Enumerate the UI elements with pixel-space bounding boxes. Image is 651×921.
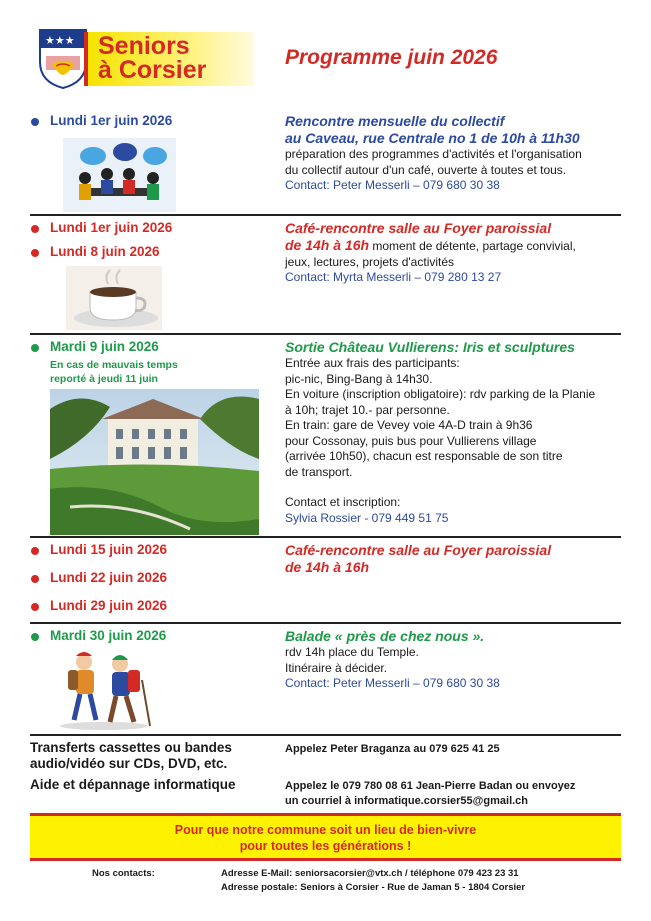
bullet-icon [31,249,39,257]
divider [30,734,621,736]
bullet-icon [31,603,39,611]
event-5-date: Mardi 30 juin 2026 [50,628,166,643]
event-3-details [285,339,625,526]
divider [30,622,621,624]
event-1-title: Rencontre mensuelle du collectif au Caveau, rue Centrale no 1 de 10h à 11h30 [285,113,580,146]
bullet-icon [31,547,39,555]
event-5-body: rdv 14h place du Temple. Itinéraire à décider. [285,645,419,675]
event-3-note: En cas de mauvais temps reporté à jeudi 11 juin [50,359,178,385]
event-2-contact: Contact: Myrta Messerli – 079 280 13 27 [285,270,502,284]
footer-email: Adresse E-Mail: seniorsacorsier@vtx.ch / téléphone 079 423 23 31 [221,868,519,879]
event-5-details [285,628,625,692]
brand-name [98,34,206,82]
bullet-icon [31,633,39,641]
event-4-date-c: Lundi 29 juin 2026 [50,598,167,613]
chateau-photo [50,389,259,535]
event-3-date: Mardi 9 juin 2026 [50,339,159,354]
slogan-line-2: pour toutes les générations ! [239,839,412,853]
meeting-illustration [63,138,176,212]
event-2-title-l2: de 14h à 16h [285,237,370,253]
event-2-title-l1: Café-rencontre salle au Foyer paroissial [285,220,552,236]
footer-contacts [221,867,525,895]
slogan-banner [30,813,621,861]
footer-label: Nos contacts: [92,868,155,879]
service-1-label: Transferts cassettes ou bandes audio/vidéo sur CDs, DVD, etc. [30,740,232,771]
logo [38,28,250,92]
svg-text:★★★: ★★★ [45,34,75,47]
service-1-contact: Appelez Peter Braganza au 079 625 41 25 [285,743,500,755]
event-4-date-b: Lundi 22 juin 2026 [50,570,167,585]
event-4-title-l1: Café-rencontre salle au Foyer paroissial [285,542,552,558]
service-2-contact: Appelez le 079 780 08 61 Jean-Pierre Badan ou envoyez un courriel à informatique.corsier55@gmail.ch [285,780,576,807]
divider [30,536,621,538]
event-2-date-a: Lundi 1er juin 2026 [50,220,172,235]
bullet-icon [31,118,39,126]
divider [30,333,621,335]
event-1-details [285,113,625,194]
divider [30,214,621,216]
event-2-details [285,220,625,286]
event-2-body: de 14h à 16h moment de détente, partage convivial, jeux, lectures, projets d'activités [285,237,576,269]
event-5-title: Balade « près de chez nous ». [285,628,485,644]
bullet-icon [31,225,39,233]
event-1-date: Lundi 1er juin 2026 [50,113,172,128]
footer-postal: Adresse postale: Seniors à Corsier - Rue de Jaman 5 - 1804 Corsier [221,882,526,893]
event-4-details [285,542,625,576]
event-1-contact: Contact: Peter Messerli – 079 680 30 38 [285,178,500,192]
page-title: Programme juin 2026 [285,46,498,69]
bullet-icon [31,575,39,583]
event-4-date-a: Lundi 15 juin 2026 [50,542,167,557]
hikers-illustration [54,650,154,732]
shield-logo-icon [38,28,88,90]
brand-line-1: Seniors [98,32,190,60]
event-3-contact-label: Contact et inscription: [285,495,401,509]
brand-line-2: à Corsier [98,56,207,84]
event-1-body: préparation des programmes d'activités et l'organisation du collectif autour d'un café, ouverte à toutes et tous. [285,147,582,177]
event-3-body: Entrée aux frais des participants: pic-nic, Bing-Bang à 14h30. En voiture (inscription obligatoire): rdv parking de la Planie à 10h; trajet 10.- par personne. En train: gare de Vevey voie 4A-D train à 9h36 pour Cossonay, puis bus pour Vullierens village (arrivée 10h50), chacun est responsable de son titre de transport. [285,356,596,479]
coffee-cup-illustration [66,266,162,330]
service-2-label: Aide et dépannage informatique [30,777,236,792]
event-4-title-l2: de 14h à 16h [285,559,370,575]
event-3-contact: Sylvia Rossier - 079 449 51 75 [285,510,449,525]
event-5-contact: Contact: Peter Messerli – 079 680 30 38 [285,676,500,690]
event-2-date-b: Lundi 8 juin 2026 [50,244,160,259]
event-3-title: Sortie Château Vullierens: Iris et sculptures [285,339,575,355]
slogan-line-1: Pour que notre commune soit un lieu de bien-vivre [174,823,477,837]
bullet-icon [31,344,39,352]
